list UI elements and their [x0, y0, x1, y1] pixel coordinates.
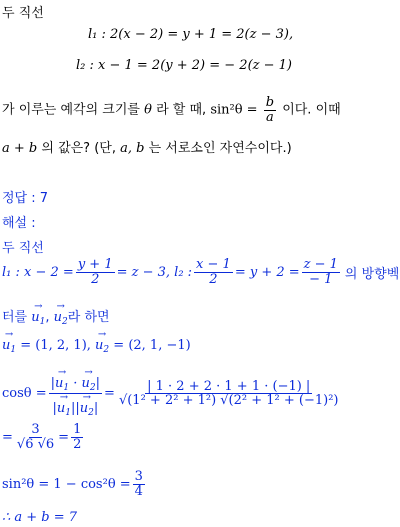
l2-numerator-1: x − 1	[196, 257, 231, 272]
explanation-label: 해설 :	[2, 216, 36, 231]
vector-u2-def: → $u_2$	[95, 338, 109, 355]
l1-fraction	[76, 258, 115, 286]
cos-numeric-denominator: √(1² + 2² + 1²) √(2² + 1² + (−1)²)	[118, 393, 339, 409]
sin-result-fraction	[133, 470, 145, 498]
ask-variables: a, b	[120, 141, 145, 156]
line-l2-equation: l₂ : x − 1 = 2(y + 2) = − 2(z − 1)	[76, 58, 292, 73]
symmetric-form-line	[2, 258, 399, 286]
l1-suffix: = z − 3, l₂ :	[116, 264, 193, 280]
theta-symbol: θ	[144, 102, 152, 118]
cos-vector-numerator: |→ $u_1$ · → $u_2|$	[49, 369, 102, 394]
vector-u1: → $u_1$	[31, 310, 45, 327]
direction-vector-line: 터를 → $u_1$, → $u_2$라 하면	[2, 306, 110, 327]
direction-vector-text-2: 터를	[2, 310, 28, 325]
sin-fraction	[264, 96, 276, 124]
l2-fraction-2	[302, 258, 340, 286]
cosine-line: cosθ = $\frac{|\to u_1 \cdot \to u_2|}{|\to u_1||\to u_2|}$ = $\frac{| 1 \cdot 2 + 2 \cdot 1 + 1 \cdot (-1) |}{\text{√(1² + 2² + 1²) √(2² + 1² + (−1)²)}}$	[2, 369, 343, 419]
simplify-denominator-2: 2	[73, 436, 82, 452]
sin-result-denominator: 4	[134, 483, 143, 499]
problem-question	[2, 137, 292, 156]
cos-numeric-fraction	[117, 380, 341, 408]
cos-lhs: cosθ =	[2, 386, 47, 402]
problem-intro: 두 직선	[2, 6, 44, 21]
l1-prefix: l₁ : x − 2 =	[2, 264, 74, 280]
sine-squared-line	[2, 470, 147, 498]
l1-numerator: y + 1	[77, 257, 113, 272]
sin-expression: sin²θ =	[210, 102, 258, 118]
cos-vector-denominator: |→ $u_1||\to u_2|$	[50, 394, 100, 418]
simplify-fraction-2	[71, 423, 83, 451]
condition-text-3: 이다. 이때	[282, 102, 341, 118]
fraction-denominator: a	[266, 109, 274, 125]
simplify-numerator-2: 1	[73, 422, 82, 437]
therefore-line: ∴ a + b = 7	[2, 510, 78, 525]
ask-text: 의 값은? (단,	[41, 141, 116, 156]
l2-numerator-2: z − 1	[303, 257, 338, 272]
l2-middle: = y + 2 =	[234, 264, 300, 280]
ask-tail: 는 서로소인 자연수이다.)	[148, 141, 292, 156]
l1-denominator: 2	[91, 271, 100, 287]
l2-denominator-2: − 1	[309, 271, 333, 287]
cos-vector-fraction	[49, 369, 102, 419]
sin-result-numerator: 3	[134, 469, 143, 484]
vector-u1-def: → $u_1$	[2, 338, 16, 355]
sin-lhs: sin²θ = 1 − cos²θ =	[2, 476, 131, 492]
vector-u1-value: = (1, 2, 1),	[20, 338, 91, 353]
ask-expression: a + b	[2, 141, 38, 156]
problem-condition	[2, 96, 341, 124]
simplify-fraction-1	[15, 423, 56, 451]
direction-vector-text: 의 방향벡	[344, 266, 400, 282]
vector-u2-value: = (2, 1, −1)	[113, 338, 191, 353]
condition-text: 가 이루는 예각의 크기를	[2, 102, 140, 118]
fraction-numerator: b	[265, 95, 275, 110]
simplify-numerator-1: 3	[31, 422, 40, 437]
cos-numeric-numerator: | 1 · 2 + 2 · 1 + 1 · (−1) |	[147, 378, 311, 394]
l2-fraction-1	[194, 258, 233, 286]
line-l1-equation: l₁ : 2(x − 2) = y + 1 = 2(z − 3),	[88, 27, 294, 42]
simplify-line: = $\frac{3}{√6 √6}$ = $\frac{1}{2}$	[2, 422, 82, 452]
explanation-intro: 두 직선	[2, 241, 44, 256]
vector-values-line	[2, 338, 191, 355]
simplify-denominator-1: √6 √6	[16, 436, 55, 452]
condition-text-2: 라 할 때,	[156, 102, 207, 118]
direction-tail: 라 하면	[67, 310, 110, 325]
l2-denominator-1: 2	[209, 271, 218, 287]
vector-u2: → $u_2$	[54, 310, 68, 327]
answer-label: 정답 : 7	[2, 191, 49, 206]
